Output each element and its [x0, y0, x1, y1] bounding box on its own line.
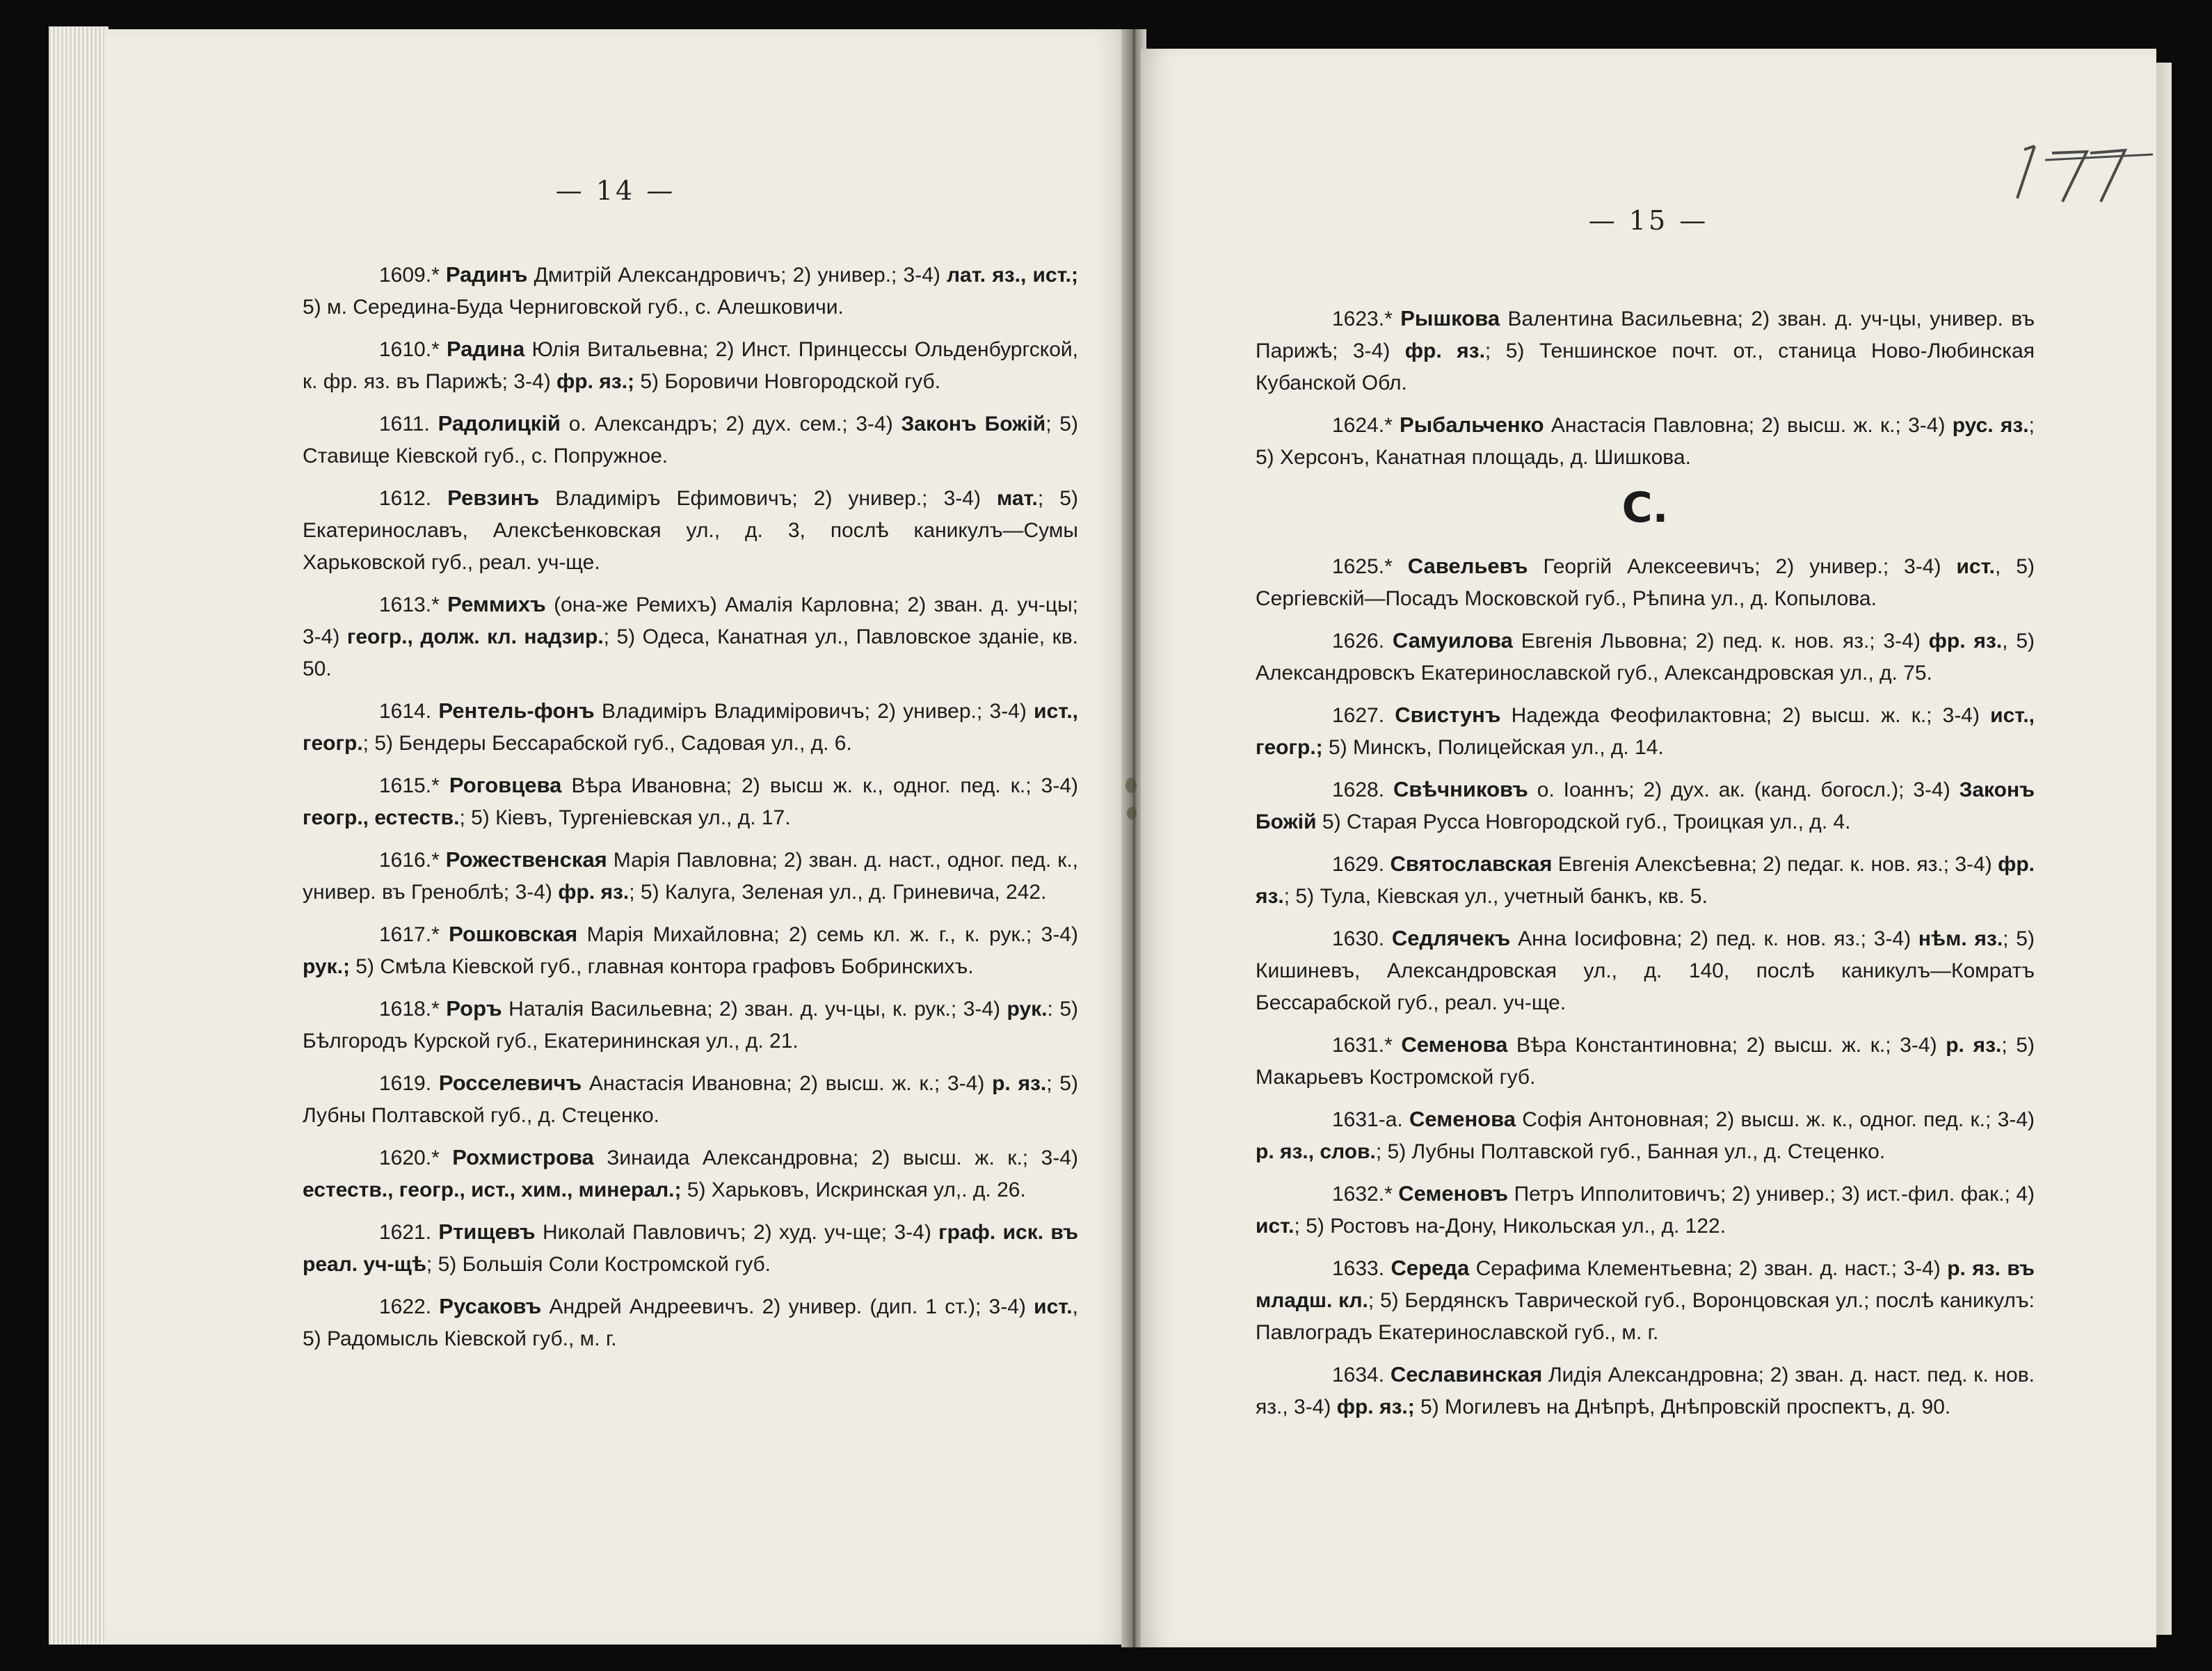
entry-subjects: нѣм. яз. — [1918, 927, 2003, 950]
register-entry — [1256, 774, 2035, 838]
entry-address: 5) Минскъ, Полицейская ул., д. 14. — [1322, 736, 1664, 759]
entry-details: Валентина Васильевна; 2) зван. д. уч-цы, универ. въ Парижѣ; 3-4) — [1256, 307, 2035, 362]
entries-group-r — [1256, 303, 2035, 474]
entry-number: 1623.* — [1332, 307, 1393, 330]
entry-address: ; 5) Тула, Кіевская ул., учетный банкъ, кв. 5. — [1283, 885, 1708, 908]
entry-address: , 5) Сергіевскій—Посадъ Московской губ., Рѣпина ул., д. Копылова. — [1256, 555, 2035, 610]
entry-details: Андрей Андреевичъ. 2) универ. (дип. 1 ст.); 3-4) — [541, 1295, 1034, 1318]
entry-number: 1626. — [1332, 630, 1385, 653]
entry-subjects: ист. — [1256, 1215, 1295, 1238]
entry-surname: Семенова — [1409, 1107, 1516, 1131]
archive-handwritten-mark — [2003, 132, 2156, 209]
entry-surname: Реммихъ — [447, 592, 546, 616]
entry-subjects: граф. иск. въ реал. уч-щѣ — [303, 1221, 1078, 1276]
register-entry — [303, 589, 1078, 685]
entry-number: 1620.* — [379, 1146, 440, 1169]
entry-address: ; 5) Екатеринославъ, Алексѣенковская ул., д. 3, послѣ каникулъ—Сумы Харьковской губ., реал. уч-ще. — [303, 487, 1078, 574]
entry-surname: Середа — [1390, 1256, 1470, 1280]
entry-address: ; 5) Херсонъ, Канатная площадь, д. Шишкова. — [1256, 414, 2035, 469]
register-entry — [303, 482, 1078, 579]
entry-details: Лидія Александровна; 2) зван. д. наст. пед. к. нов. яз., 3-4) — [1256, 1364, 2035, 1418]
entry-details: Наталія Васильевна; 2) зван. д. уч-цы, к. рук.; 3-4) — [502, 998, 1007, 1021]
entry-surname: Рожественская — [445, 847, 607, 872]
entry-surname: Ревзинъ — [447, 486, 540, 510]
entry-surname: Роръ — [446, 996, 502, 1021]
entry-subjects: р. яз. — [1946, 1034, 2002, 1057]
entry-surname: Свистунъ — [1395, 703, 1501, 727]
entry-subjects: рук.; — [303, 955, 350, 978]
entry-number: 1631-а. — [1332, 1108, 1403, 1131]
entry-subjects: рус. яз. — [1952, 414, 2029, 437]
page-edge-right — [2156, 63, 2172, 1635]
entry-address: , 5) Радомысль Кіевской губ., м. г. — [303, 1295, 1078, 1350]
entry-subjects: ист., геогр. — [303, 700, 1079, 755]
entry-subjects: фр. яз.; — [556, 370, 635, 393]
entry-subjects: естеств., геогр., ист., хим., минерал.; — [303, 1178, 682, 1201]
register-entry — [1256, 1252, 2035, 1349]
entry-details: Серафима Клементьевна; 2) зван. д. наст.; 3-4) — [1469, 1257, 1948, 1280]
entry-number: 1612. — [379, 487, 432, 510]
entry-details: Евгенія Алексѣевна; 2) педаг. к. нов. яз.; 3-4) — [1552, 853, 1998, 876]
entry-details: (она-же Ремихъ) Амалія Карловна; 2) зван. д. уч-цы; 3-4) — [303, 593, 1078, 648]
register-entry — [303, 1067, 1078, 1132]
register-entry — [1256, 1103, 2035, 1168]
binding-hole — [1125, 778, 1137, 793]
entry-surname: Роговцева — [449, 773, 562, 797]
entry-surname: Рышкова — [1400, 306, 1500, 330]
register-entry — [303, 333, 1078, 398]
entry-details: Софія Антоновная; 2) высш. ж. к., одног. пед. к.; 3-4) — [1516, 1108, 2035, 1131]
page-number-left: — 14 — — [555, 175, 676, 206]
entry-address: ; 5) Бендеры Бессарабской губ., Садовая ул., д. 6. — [362, 732, 852, 755]
register-entry — [1256, 550, 2035, 615]
entry-number: 1614. — [379, 700, 432, 723]
entry-surname: Радинъ — [445, 262, 528, 287]
entry-address: ; 5) Бердянскъ Таврической губ., Воронцовская ул.; послѣ каникулъ: Павлоградъ Екатеринославской губ., м. г. — [1256, 1289, 2035, 1344]
entry-details: Марія Михайловна; 2) семь кл. ж. г., к. рук.; 3-4) — [577, 923, 1078, 946]
entry-details: Зинаида Александровна; 2) высш. ж. к.; 3-4) — [593, 1146, 1078, 1169]
entry-surname: Росселевичъ — [438, 1071, 582, 1095]
page-number-right: — 15 — — [1588, 205, 1709, 236]
entry-number: 1617.* — [379, 923, 440, 946]
entry-address: ; 5) Лубны Полтавской губ., Банная ул., д. Стеценко. — [1375, 1140, 1886, 1163]
entry-surname: Савельевъ — [1407, 554, 1528, 578]
entry-number: 1619. — [379, 1072, 432, 1095]
register-entry — [303, 695, 1078, 760]
entry-number: 1613.* — [379, 593, 440, 616]
entry-details: Анастасія Ивановна; 2) высш. ж. к.; 3-4) — [582, 1072, 993, 1095]
entry-subjects: р. яз. — [992, 1072, 1047, 1095]
entry-subjects: фр. яз. — [1928, 630, 2003, 653]
register-entry — [303, 1290, 1078, 1355]
entry-details: Владиміръ Ефимовичъ; 2) универ.; 3-4) — [539, 487, 997, 510]
entry-surname: Самуилова — [1392, 628, 1513, 653]
register-entry — [303, 993, 1078, 1057]
left-text-column — [303, 259, 1078, 1365]
entry-number: 1627. — [1332, 704, 1385, 727]
entry-address: ; 5) Одеса, Канатная ул., Павловское зданіе, кв. 50. — [303, 625, 1078, 680]
entry-details: о. Александръ; 2) дух. сем.; 3-4) — [560, 413, 901, 435]
register-entry — [303, 259, 1078, 323]
register-entry — [303, 918, 1078, 983]
entry-surname: Радина — [447, 337, 525, 361]
entry-number: 1634. — [1332, 1364, 1385, 1386]
entry-details: Георгій Алексеевичъ; 2) универ.; 3-4) — [1528, 555, 1957, 578]
entry-details: Надежда Феофилактовна; 2) высш. ж. к.; 3-4) — [1500, 704, 1991, 727]
entry-surname: Рыбальченко — [1400, 413, 1544, 437]
entry-address: 5) Боровичи Новгородской губ. — [634, 370, 941, 393]
entry-surname: Сеславинская — [1390, 1362, 1543, 1386]
entry-details: Анна Іосифовна; 2) пед. к. нов. яз.; 3-4) — [1510, 927, 1918, 950]
entry-address: ; 5) Ставище Кіевской губ., с. Попружное. — [303, 413, 1078, 467]
right-page — [1141, 49, 2156, 1647]
entry-address: ; 5) Ростовъ на-Дону, Никольская ул., д. 122. — [1294, 1215, 1726, 1238]
entry-number: 1633. — [1332, 1257, 1385, 1280]
entry-details: Юлія Витальевна; 2) Инст. Принцессы Ольденбургской, к. фр. яз. въ Парижѣ; 3-4) — [303, 338, 1078, 393]
register-entry — [303, 844, 1078, 909]
entry-address: 5) Могилевъ на Днѣпрѣ, Днѣпровскій проспектъ, д. 90. — [1414, 1396, 1951, 1418]
entry-number: 1632.* — [1332, 1183, 1393, 1206]
entry-number: 1615.* — [379, 774, 440, 797]
entry-address: ; 5) Лубны Полтавской губ., д. Стеценко. — [303, 1072, 1078, 1127]
entry-address: ; 5) Макарьевъ Костромской губ. — [1256, 1034, 2035, 1089]
register-entry — [303, 769, 1078, 834]
entry-subjects: ист., геогр.; — [1256, 704, 2035, 759]
register-entry — [1256, 1359, 2035, 1423]
register-entry — [1256, 303, 2035, 399]
entry-surname: Свѣчниковъ — [1393, 777, 1528, 801]
entry-surname: Седлячекъ — [1391, 926, 1511, 950]
entry-subjects: р. яз., слов. — [1256, 1140, 1376, 1163]
entry-surname: Русаковъ — [439, 1294, 542, 1318]
entry-number: 1630. — [1332, 927, 1385, 950]
entry-surname: Рохмистрова — [452, 1145, 594, 1169]
entry-address: ; 5) Большiя Соли Костромской губ. — [426, 1253, 771, 1276]
entry-address: 5) Старая Русса Новгородской губ., Троицкая ул., д. 4. — [1316, 810, 1851, 833]
entry-details: Марія Павловна; 2) зван. д. наст., одног. пед. к., универ. въ Греноблѣ; 3-4) — [303, 849, 1079, 904]
entry-subjects: фр. яз. — [558, 881, 630, 904]
entry-address: 5) м. Середина-Буда Черниговской губ., с. Алешковичи. — [303, 296, 844, 319]
entry-subjects: фр. яз.; — [1336, 1396, 1415, 1418]
entry-number: 1616.* — [379, 849, 440, 872]
left-page — [104, 29, 1127, 1645]
entry-surname: Семенова — [1401, 1032, 1508, 1057]
register-entry — [1256, 848, 2035, 913]
entries-group-s — [1256, 550, 2035, 1423]
entry-subjects: р. яз. въ младш. кл. — [1256, 1257, 2035, 1312]
page-edges — [49, 26, 109, 1645]
entry-subjects: ист. — [1956, 555, 1995, 578]
entry-address: ; 5) Кишиневъ, Александровская ул., д. 140, послѣ каникулъ—Комратъ Бессарабской губ., реал. уч-ще. — [1256, 927, 2035, 1014]
entry-details: Петръ Ипполитовичъ; 2) универ.; 3) ист.-фил. фак.; 4) — [1508, 1183, 2035, 1206]
entry-address: ; 5) Теншинское почт. от., станица Ново-Любинская Кубанской Обл. — [1256, 339, 2035, 394]
entry-number: 1631.* — [1332, 1034, 1393, 1057]
register-entry — [1256, 922, 2035, 1019]
entry-subjects: геогр., естеств. — [303, 806, 460, 829]
entry-subjects: рук. — [1007, 998, 1048, 1021]
register-entry — [1256, 625, 2035, 689]
register-entry — [1256, 1178, 2035, 1242]
entry-number: 1624.* — [1332, 414, 1393, 437]
entry-surname: Рошковская — [449, 922, 578, 946]
entry-number: 1611. — [379, 413, 430, 435]
entry-subjects: мат. — [997, 487, 1038, 510]
entry-subjects: геогр., долж. кл. надзир. — [346, 625, 604, 648]
entry-number: 1618.* — [379, 998, 440, 1021]
entry-details: Вѣра Ивановна; 2) высш ж. к., одног. пед. к.; 3-4) — [561, 774, 1078, 797]
entry-address: ; 5) Калуга, Зеленая ул., д. Гриневича, 242. — [629, 881, 1047, 904]
entry-subjects: фр. яз. — [1256, 853, 2035, 908]
entry-surname: Ртищевъ — [438, 1220, 536, 1244]
section-letter: С. — [1621, 483, 1669, 532]
binding-hole — [1127, 807, 1137, 819]
entry-address: : 5) Бѣлгородъ Курской губ., Екатерининская ул., д. 21. — [303, 998, 1078, 1053]
register-entry — [303, 1216, 1078, 1281]
entry-number: 1622. — [379, 1295, 432, 1318]
entry-details: Евгенія Львовна; 2) пед. к. нов. яз.; 3-4) — [1512, 630, 1929, 653]
entry-details: Анастасія Павловна; 2) высш. ж. к.; 3-4) — [1544, 414, 1953, 437]
register-entry — [303, 1142, 1078, 1206]
entry-surname: Рентель-фонъ — [438, 698, 595, 723]
entry-number: 1628. — [1332, 778, 1385, 801]
entry-subjects: лат. яз., ист.; — [947, 264, 1078, 287]
entry-surname: Святославская — [1390, 852, 1553, 876]
entry-number: 1625.* — [1332, 555, 1393, 578]
register-entry — [303, 408, 1078, 472]
entry-address: 5) Смѣла Кіевской губ., главная контора графовъ Бобринскихъ. — [349, 955, 974, 978]
entry-subjects: Законъ Божій — [1256, 778, 2035, 833]
entry-address: ; 5) Кіевъ, Тургенiевская ул., д. 17. — [459, 806, 791, 829]
entry-subjects: фр. яз. — [1404, 339, 1485, 362]
entry-subjects: ист. — [1034, 1295, 1073, 1318]
register-entry — [1256, 409, 2035, 474]
entry-details: Вѣра Константиновна; 2) высш. ж. к.; 3-4) — [1507, 1034, 1946, 1057]
entry-surname: Семеновъ — [1398, 1181, 1509, 1206]
entry-number: 1621. — [379, 1221, 432, 1244]
entry-surname: Радолицкій — [438, 411, 561, 435]
entry-details: о. Іоаннъ; 2) дух. ак. (канд. богосл.); 3-4) — [1528, 778, 1959, 801]
entry-details: Дмитрій Александровичъ; 2) универ.; 3-4) — [527, 264, 947, 287]
entry-subjects: Законъ Божій — [901, 413, 1046, 435]
right-text-column — [1256, 303, 2035, 1433]
entry-details: Владиміръ Владиміровичъ; 2) универ.; 3-4) — [594, 700, 1034, 723]
entry-number: 1610.* — [379, 338, 440, 361]
register-entry — [1256, 1029, 2035, 1094]
entry-details: Николай Павловичъ; 2) худ. уч-ще; 3-4) — [535, 1221, 939, 1244]
entry-address: 5) Харьковъ, Искринская ул,. д. 26. — [681, 1178, 1026, 1201]
entry-address: , 5) Александровскъ Екатеринославской губ., Александровская ул., д. 75. — [1256, 630, 2035, 685]
register-entry — [1256, 699, 2035, 764]
entry-number: 1609.* — [379, 264, 440, 287]
entry-number: 1629. — [1332, 853, 1385, 876]
